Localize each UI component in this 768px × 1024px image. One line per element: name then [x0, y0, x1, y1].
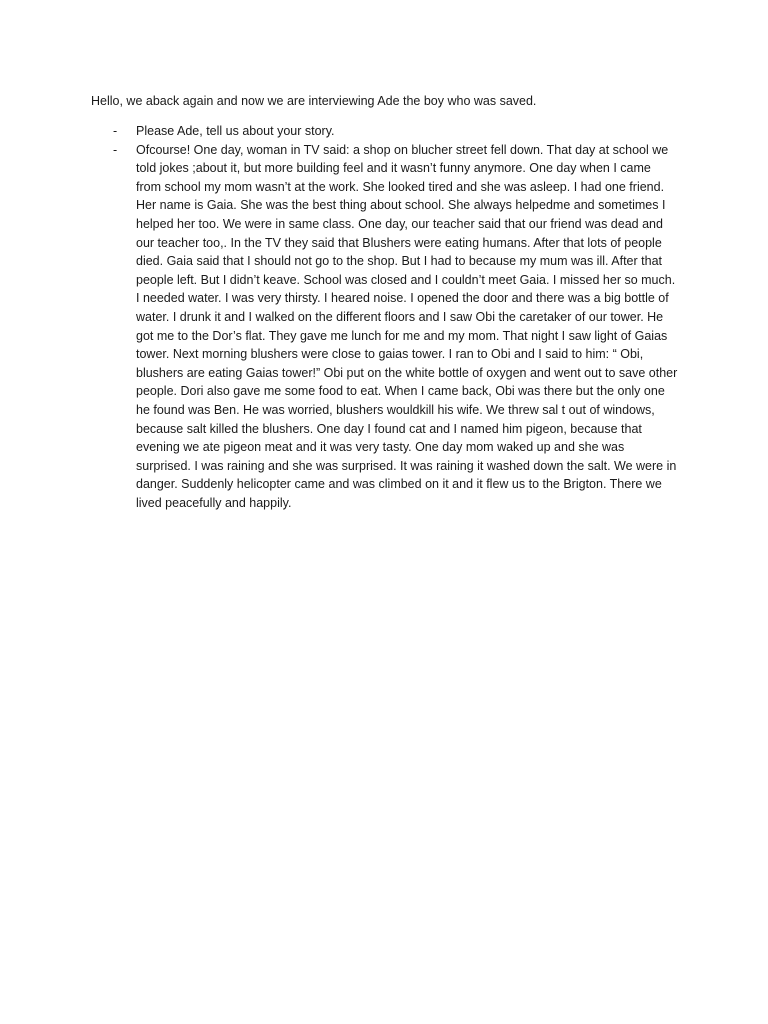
- list-item: [113, 122, 678, 141]
- intro-paragraph: Hello, we aback again and now we are interviewing Ade the boy who was saved.: [91, 94, 537, 108]
- question-text: Please Ade, tell us about your story.: [136, 124, 335, 138]
- bullet-dash: -: [113, 142, 118, 157]
- list-item: [113, 141, 678, 513]
- answer-text: Ofcourse! One day, woman in TV said: a shop on blucher street fell down. That day at school we told jokes ;about it, but more building feel and it wasn’t funny anymore. One day when I came from school my mom wasn’t at the work. She looked tired and she was asleep. I had one friend. Her name is Gaia. She was the best thing about school. She always helpedme and sometimes I helped her too. We were in same class. One day, our teacher said that our friend was dead and our teacher too,. In the TV they said that Blushers were eating humans. After that lots of people died. Gaia said that I should not go to the shop. But I had to because my mum was ill. After that people left. But I didn’t keave. School was closed and I couldn’t meet Gaia. I missed her so much. I needed water. I was very thirsty. I heared noise. I opened the door and there was a big bottle of water. I drunk it and I walked on the different floors and I saw Obi the caretaker of our tower. He got me to the Dor’s flat. They gave me lunch for me and my mom. That night I saw light of Gaias tower. Next morning blushers were close to gaias tower. I ran to Obi and I said to him: “ Obi, blushers are eating Gaias tower!” Obi put on the white bottle of oxygen and went out to save other people. Dori also gave me some food to eat. When I came back, Obi was there but the only one he found was Ben. He was worried, blushers wouldkill his wife. We threw sal t out of windows, because salt killed the blushers. One day I found cat and I named him pigeon, because that evening we ate pigeon meat and it was very tasty. One day mom waked up and she was surprised. I was raining and she was surprised. It was raining it washed down the salt. We were in danger. Suddenly helicopter came and was climbed on it and it flew us to the Brigton. There we lived peacefully and happily.: [136, 142, 678, 510]
- bullet-dash: -: [113, 124, 118, 138]
- dialogue-list: [113, 122, 678, 512]
